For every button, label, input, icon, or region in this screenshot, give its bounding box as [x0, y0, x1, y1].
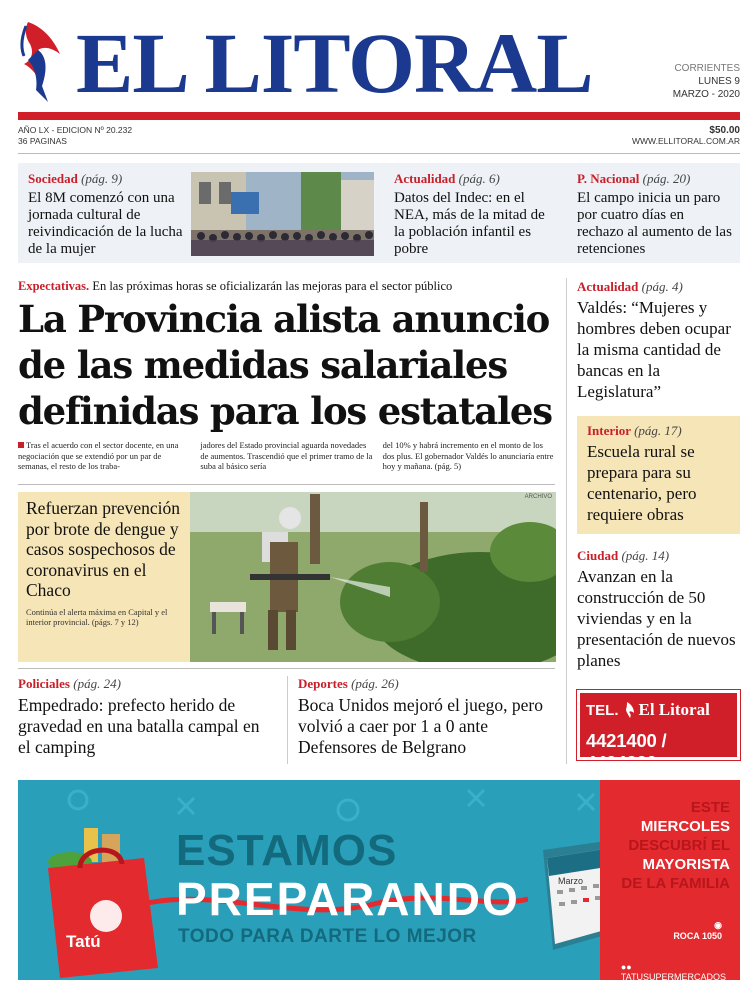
- edition-website[interactable]: WWW.ELLITORAL.COM.AR: [632, 136, 740, 146]
- story-text: Avanzan en la construcción de 50 viviendas y en la presentación de nuevos planes: [577, 567, 736, 670]
- tel-brand: El Litoral: [638, 700, 710, 719]
- section-label: Interior: [587, 423, 631, 438]
- page-ref: (pág. 17): [634, 423, 682, 438]
- section-label: Actualidad: [577, 279, 639, 294]
- teaser-text: El campo inicia un paro por cuatro días en rechazo al aumento de las retenciones: [577, 190, 732, 257]
- divider: [18, 668, 555, 669]
- teaser-actualidad[interactable]: [394, 171, 554, 258]
- section-label: Sociedad: [28, 171, 78, 186]
- teaser-p-nacional[interactable]: [577, 171, 732, 258]
- shopping-bag-icon: [40, 828, 158, 978]
- section-label: P. Nacional: [577, 171, 640, 186]
- ad-line-2: PREPARANDO: [176, 873, 520, 925]
- masthead-city: CORRIENTES: [674, 63, 740, 74]
- story-text: Empedrado: prefecto herido de gravedad en una batalla campal en el camping: [18, 695, 260, 757]
- story-actualidad[interactable]: [577, 279, 740, 402]
- teaser-band: [18, 163, 740, 263]
- bird-logo-icon: [625, 701, 635, 719]
- teaser-text: El 8M comenzó con una jornada cultural de reivindicación de la lucha de la mujer: [28, 190, 183, 257]
- section-label: Deportes: [298, 676, 348, 691]
- divider: [18, 153, 740, 154]
- body-col-2: jadores del Estado provincial aguarda novedades de aumentos. Trascendió que el primer tramo de la suba al básico sería: [200, 440, 373, 471]
- masthead-title: EL LITORAL: [76, 15, 593, 111]
- teaser-sociedad[interactable]: [28, 171, 183, 258]
- story-interior[interactable]: [577, 416, 740, 534]
- main-kicker: [18, 279, 563, 294]
- page-ref: (pág. 24): [73, 676, 121, 691]
- body-col-1: Tras el acuerdo con el sector docente, en una negociación que se extendió por un par de semanas, el resto de los traba-: [18, 440, 179, 471]
- masthead-divider: [18, 112, 740, 120]
- ad-website[interactable]: [621, 962, 726, 980]
- tel-numbers: 4421400 / 4424300: [586, 730, 667, 773]
- masthead: [18, 14, 740, 109]
- address-text: ROCA 1050: [673, 931, 722, 941]
- ad-line-3: TODO PARA DARTE LO MEJOR: [178, 926, 477, 947]
- phone-box[interactable]: [577, 690, 740, 773]
- kicker-label: Expectativas.: [18, 279, 90, 293]
- social-icons: ●●: [620, 962, 632, 972]
- promo-line: ESTE: [690, 799, 730, 816]
- masthead-date: MARZO - 2020: [672, 89, 740, 100]
- main-headline[interactable]: La Provincia alista anuncio de las medidas salariales definidas para los estatales: [18, 297, 552, 433]
- kicker-text: En las próximas horas se oficializarán las mejoras para el sector público: [89, 279, 453, 293]
- location-pin-icon: ◉: [714, 920, 722, 930]
- ad-promo-text: [621, 798, 730, 893]
- story-text: Valdés: “Mujeres y hombres deben ocupar la misma cantidad de bancas en la Legislatura”: [577, 298, 731, 401]
- ad-line-1: ESTAMOS: [176, 826, 398, 875]
- story-deportes[interactable]: [298, 676, 560, 758]
- story-text: Escuela rural se prepara para su centenario, pero requiere obras: [587, 442, 697, 524]
- column-divider: [566, 278, 567, 764]
- section-label: Actualidad: [394, 171, 456, 186]
- dengue-subtext: Continúa el alerta máxima en Capital y el interior provincial. (págs. 7 y 12): [26, 606, 168, 627]
- dengue-headline: Refuerzan prevención por brote de dengue y casos sospechosos de coronavirus en el Chaco: [26, 498, 181, 600]
- page-ref: (pág. 9): [81, 171, 123, 186]
- promo-line: DE LA FAMILIA: [621, 875, 730, 892]
- promo-line: MAYORISTA: [642, 856, 730, 873]
- photo-credit: ARCHIVO: [524, 494, 552, 500]
- story-policiales[interactable]: [18, 676, 273, 758]
- fumigation-photo: [190, 492, 556, 662]
- story-text: Boca Unidos mejoró el juego, pero volvió a caer por 1 a 0 ante Defensores de Belgrano: [298, 695, 543, 757]
- teaser-photo[interactable]: [191, 172, 374, 256]
- street-crowd-photo: [191, 172, 374, 256]
- section-label: Policiales: [18, 676, 70, 691]
- edition-pages: 36 PAGINAS: [18, 136, 67, 146]
- web-text: TATUSUPERMERCADOS: [620, 972, 726, 980]
- masthead-day: LUNES 9: [698, 76, 740, 87]
- tel-label: TEL.: [586, 701, 619, 719]
- bullet-square-icon: [18, 442, 24, 448]
- dengue-story[interactable]: [18, 492, 190, 662]
- ad-address: [673, 920, 722, 941]
- teaser-text: Datos del Indec: en el NEA, más de la mitad de la población infantil es pobre: [394, 190, 545, 257]
- divider: [18, 484, 555, 485]
- masthead-dateline: [673, 62, 740, 101]
- bird-logo-icon: [18, 16, 64, 104]
- page-ref: (pág. 4): [641, 279, 683, 294]
- page-ref: (pág. 20): [642, 171, 691, 186]
- edition-price: $50.00: [709, 125, 740, 136]
- section-label: Ciudad: [577, 548, 619, 563]
- tatu-advertisement[interactable]: [18, 780, 740, 980]
- story-ciudad[interactable]: [577, 548, 740, 671]
- page-ref: (pág. 14): [621, 548, 670, 563]
- promo-line: MIERCOLES: [640, 818, 730, 835]
- calendar-month: Marzo: [558, 876, 584, 886]
- main-body: [18, 440, 555, 472]
- column-divider: [287, 676, 288, 764]
- promo-line: DESCUBRÍ EL: [628, 837, 730, 854]
- ad-brand: Tatú: [66, 932, 101, 951]
- body-col-3: del 10% y habrá incremento en el monto de los dos plus. El gobernador Valdés lo anunciaría entre hoy y mañana. (pág. 5): [382, 440, 554, 471]
- page-ref: (pág. 26): [351, 676, 399, 691]
- dengue-photo[interactable]: [190, 492, 556, 662]
- edition-row: [18, 125, 740, 151]
- edition-number: AÑO LX - EDICION Nº 20.232: [18, 125, 133, 135]
- page-ref: (pág. 6): [458, 171, 500, 186]
